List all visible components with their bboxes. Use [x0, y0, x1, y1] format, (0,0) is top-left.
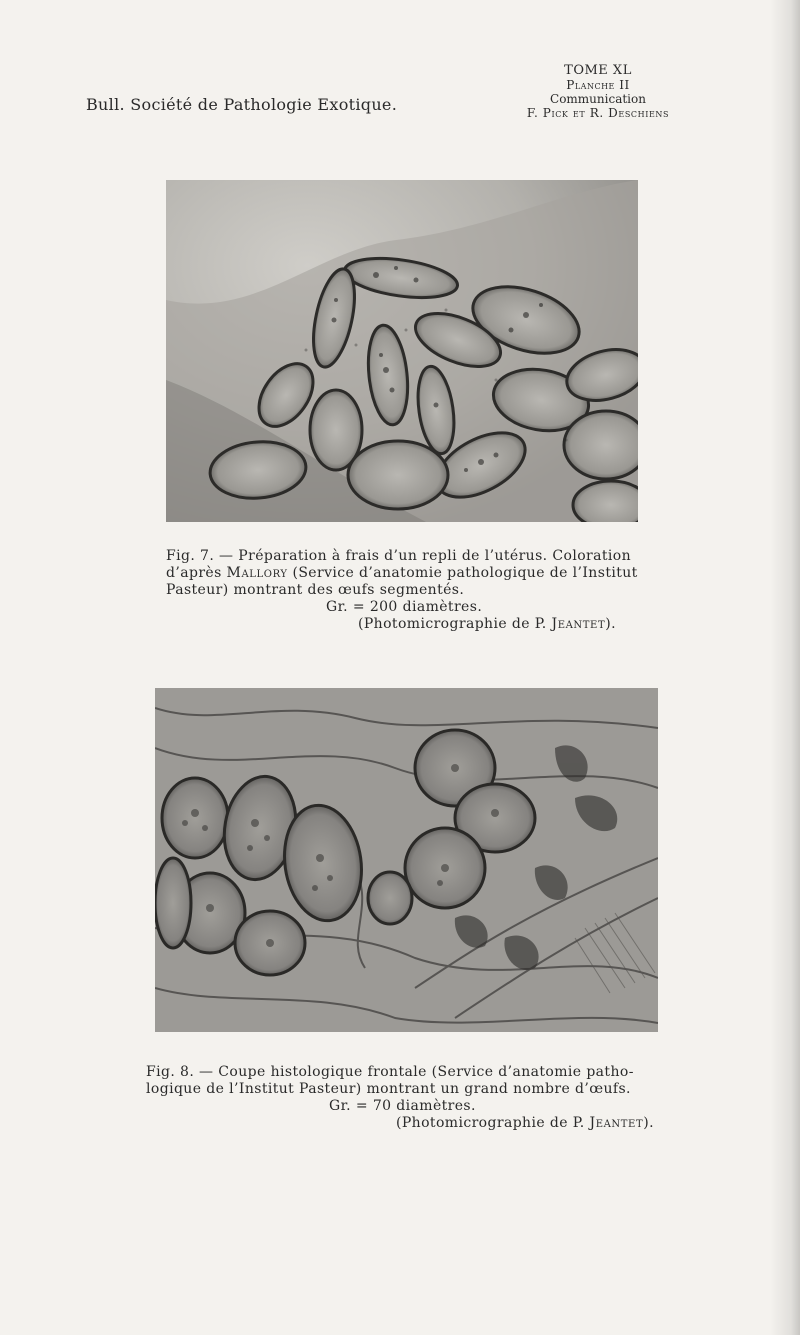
- figure-7-caption-line: [166, 565, 666, 582]
- authors-label: F. Pick et R. Deschiens: [526, 106, 670, 120]
- figure-7-caption-line: Pasteur) montrant des œufs segmentés.: [166, 582, 465, 598]
- caption-text: (Photomicrographie de P.: [396, 1115, 590, 1131]
- figure-7-magnification: Gr. = 200 diamètres.: [326, 599, 483, 615]
- caption-text: (Service d’anatomie pathologique de l’Institut: [287, 565, 638, 581]
- figure-7-credit: [166, 616, 666, 633]
- planche-label: Planche II: [566, 78, 630, 92]
- caption-person-name: Jeantet: [589, 1115, 644, 1131]
- caption-text: d’après: [166, 565, 227, 581]
- journal-title: Bull. Société de Pathologie Exotique.: [86, 95, 398, 114]
- figure-8-magnification: Gr. = 70 diamètres.: [329, 1098, 476, 1114]
- binding-shadow: [770, 0, 800, 1335]
- figure-7-image: [166, 180, 638, 522]
- figure-8-image: [155, 688, 658, 1032]
- figure-8-caption-line: Fig. 8. — Coupe histologique frontale (Service d’anatomie patho-: [146, 1064, 634, 1080]
- caption-text: (Photomicrographie de P.: [358, 616, 552, 632]
- caption-text: ).: [605, 616, 616, 632]
- caption-person-name: Mallory: [226, 565, 288, 581]
- figure-7-photo: [166, 180, 638, 522]
- figure-8-credit: [146, 1115, 706, 1132]
- caption-text: ).: [643, 1115, 654, 1131]
- caption-person-name: Jeantet: [551, 616, 606, 632]
- figure-8-photo: [155, 688, 658, 1032]
- figure-8-caption: [146, 1064, 706, 1132]
- communication-label: Communication: [550, 92, 646, 106]
- figure-7-caption: [166, 548, 666, 633]
- plate-header: [468, 64, 728, 120]
- figure-7-caption-line: Fig. 7. — Préparation à frais d’un repli de l’utérus. Coloration: [166, 548, 632, 564]
- tome-label: TOME XL: [564, 63, 632, 78]
- figure-8-caption-line: logique de l’Institut Pasteur) montrant un grand nombre d’œufs.: [146, 1081, 631, 1097]
